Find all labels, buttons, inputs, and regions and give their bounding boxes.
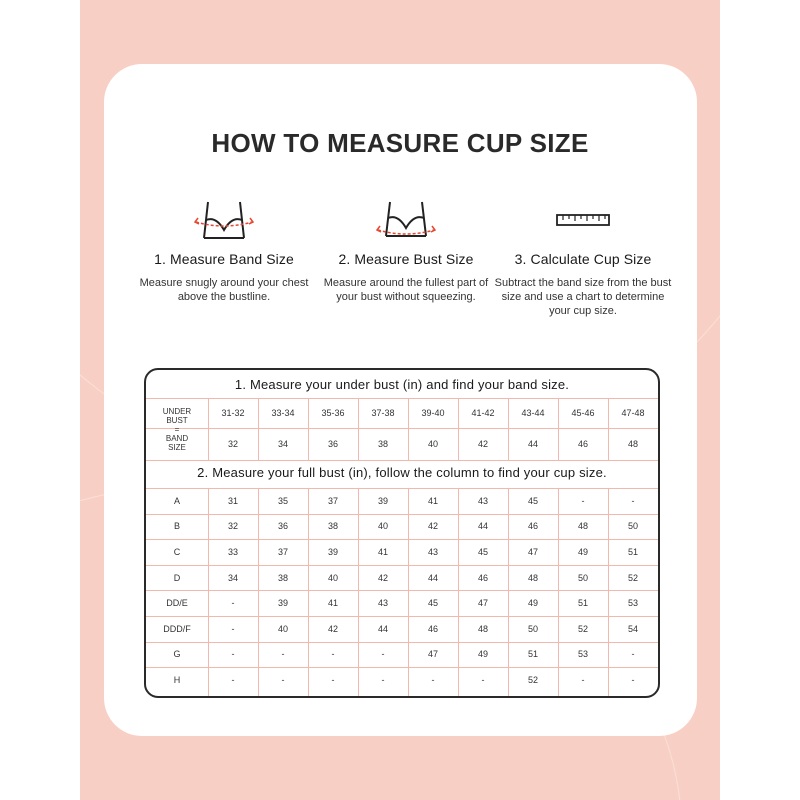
cup-label: D [173,572,181,583]
cup-label: B [173,521,180,532]
cup-value-cell: 51 [527,649,538,660]
cup-value-cell: - [281,649,285,660]
cup-value-cell: 44 [427,572,438,583]
cup-value-cell: 34 [227,572,238,583]
cup-value-cell: 43 [377,598,388,609]
cup-value-cell: 43 [427,546,438,557]
cup-value-cell: 39 [327,546,338,557]
underbust-cell: 37-38 [371,408,395,418]
bra-band-icon [134,196,314,244]
band-size-label [146,400,208,458]
bra-bust-icon [316,196,496,244]
cup-value-cell: - [381,649,385,660]
cup-value-cell: 54 [627,623,638,634]
underbust-cell: 39-40 [421,408,445,418]
band-label: BAND SIZE [165,433,189,452]
cup-value-cell: 48 [577,521,588,532]
cup-value-cell: 37 [277,546,288,557]
cup-value-cell: 53 [577,649,588,660]
cup-label: DDD/F [163,623,191,634]
underbust-cell: 41-42 [471,408,495,418]
underbust-cell: 47-48 [621,408,645,418]
cup-value-cell: 49 [477,649,488,660]
cup-value-cell: 52 [627,572,638,583]
cup-value-cell: 33 [227,546,238,557]
equals-sign: = [174,424,180,434]
cup-value-cell: - [281,674,285,685]
grid-line [146,460,658,461]
cup-value-cell: 50 [627,521,638,532]
cup-value-cell: 52 [577,623,588,634]
cup-value-cell: 49 [577,546,588,557]
cup-value-cell: 47 [527,546,538,557]
cup-value-cell: 51 [627,546,638,557]
cup-value-cell: 42 [327,623,338,634]
underbust-cell: 35-36 [321,408,345,418]
cup-value-cell: 50 [577,572,588,583]
band-size-cell: 38 [377,439,388,449]
underbust-cell: 43-44 [521,408,545,418]
band-size-cell: 32 [227,439,238,449]
cup-value-cell: - [231,649,235,660]
cup-value-cell: 47 [477,598,488,609]
cup-value-cell: 45 [427,598,438,609]
cup-value-cell: - [231,674,235,685]
cup-value-cell: - [581,495,585,506]
cup-value-cell: 40 [277,623,288,634]
cup-value-cell: 46 [427,623,438,634]
band-size-cell: 44 [527,439,538,449]
cup-value-cell: - [481,674,485,685]
size-chart-table [144,368,660,698]
cup-value-cell: 38 [327,521,338,532]
step-title: 1. Measure Band Size [154,251,294,267]
cup-value-cell: 46 [527,521,538,532]
cup-label: G [173,649,181,660]
cup-value-cell: 43 [477,495,488,506]
cup-value-cell: 46 [477,572,488,583]
table-header-band: 1. Measure your under bust (in) and find your band size. [234,377,570,392]
cup-value-cell: 40 [377,521,388,532]
underbust-cell: 33-34 [271,408,295,418]
cup-value-cell: 50 [527,623,538,634]
cup-value-cell: 42 [427,521,438,532]
cup-value-cell: 36 [277,521,288,532]
cup-value-cell: 48 [477,623,488,634]
cup-value-cell: 39 [377,495,388,506]
cup-value-cell: 53 [627,598,638,609]
cup-label: A [173,495,180,506]
underbust-label: UNDER BUST [162,406,192,425]
cup-value-cell: 39 [277,598,288,609]
cup-value-cell: 42 [377,572,388,583]
cup-value-cell: - [631,495,635,506]
page-title: HOW TO MEASURE CUP SIZE [211,128,589,158]
band-size-cell: 46 [577,439,588,449]
cup-value-cell: 41 [377,546,388,557]
step-description: Subtract the band size from the bust size and use a chart to determine your cup size. [494,277,672,317]
cup-value-cell: - [231,598,235,609]
cup-value-cell: - [381,674,385,685]
cup-value-cell: - [631,674,635,685]
cup-value-cell: 49 [527,598,538,609]
step-title: 2. Measure Bust Size [338,251,474,267]
cup-value-cell: 32 [227,521,238,532]
cup-value-cell: 51 [577,598,588,609]
cup-value-cell: 38 [277,572,288,583]
band-size-cell: 42 [477,439,488,449]
cup-label: H [173,674,181,685]
step-description: Measure snugly around your chest above the bustline. [139,277,309,303]
cup-value-cell: 35 [277,495,288,506]
cup-value-cell: - [581,674,585,685]
step-bust-size [316,196,496,304]
cup-label: C [173,546,181,557]
band-size-cell: 36 [327,439,338,449]
step-band-size [134,196,314,304]
step-title: 3. Calculate Cup Size [514,251,652,267]
cup-value-cell: 44 [377,623,388,634]
cup-value-cell: - [331,649,335,660]
cup-value-cell: - [631,649,635,660]
cup-value-cell: 37 [327,495,338,506]
cup-value-cell: 52 [527,674,538,685]
band-size-cell: 40 [427,439,438,449]
cup-value-cell: 45 [527,495,538,506]
cup-value-cell: - [231,623,235,634]
cup-value-cell: 40 [327,572,338,583]
cup-value-cell: 31 [227,495,238,506]
band-size-cell: 34 [277,439,288,449]
underbust-cell: 31-32 [221,408,245,418]
band-size-cell: 48 [627,439,638,449]
cup-value-cell: 47 [427,649,438,660]
cup-value-cell: 41 [427,495,438,506]
cup-value-cell: 45 [477,546,488,557]
cup-value-cell: 44 [477,521,488,532]
cup-value-cell: 41 [327,598,338,609]
step-calculate-cup [493,196,673,318]
table-header-cup: 2. Measure your full bust (in), follow the column to find your cup size. [197,465,607,480]
cup-value-cell: 48 [527,572,538,583]
cup-label: DD/E [166,598,188,609]
ruler-icon [493,196,673,244]
cup-value-cell: - [431,674,435,685]
step-description: Measure around the fullest part of your bust without squeezing. [323,277,489,303]
cup-value-cell: - [331,674,335,685]
underbust-cell: 45-46 [571,408,595,418]
